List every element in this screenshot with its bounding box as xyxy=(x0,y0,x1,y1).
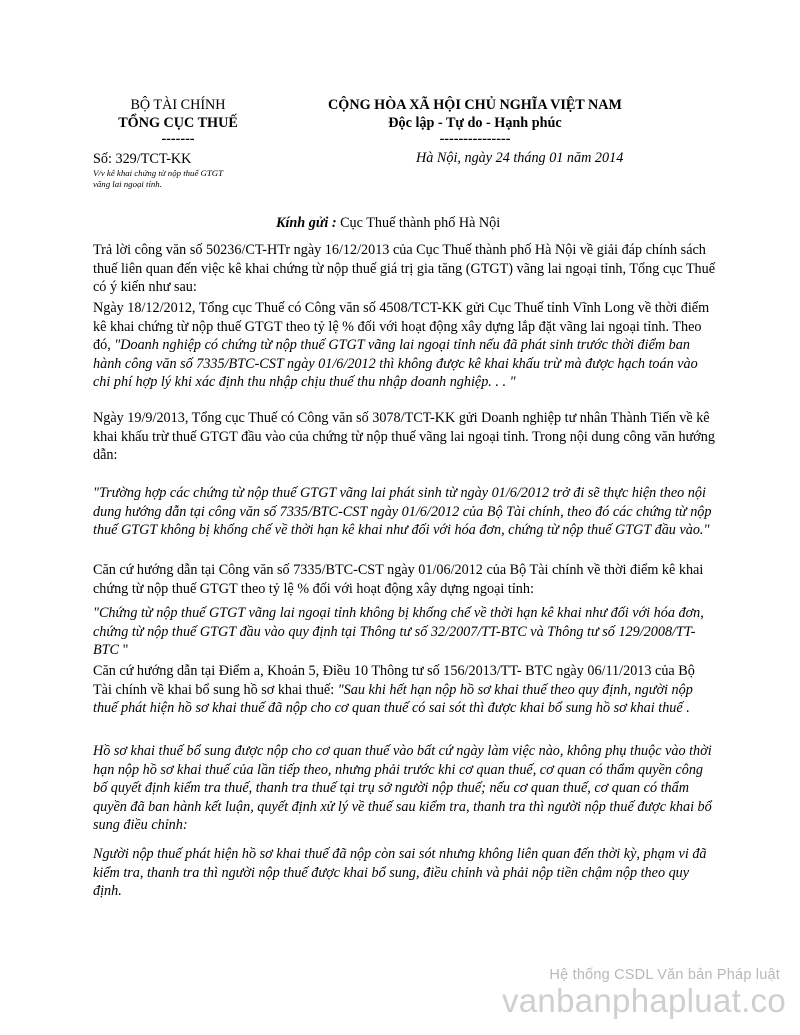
paragraph-8-quote: Hồ sơ khai thuế bổ sung được nộp cho cơ quan thuế vào bất cứ ngày làm việc nào, không phụ thuộc vào thời hạn nộp hồ sơ khai thuế của lần tiếp theo, nhưng phải trước khi cơ quan thuế, cơ quan có thẩm quyền công bố quyết định kiểm tra thuế, thanh tra thuế tại trụ sở người nộp thuế; nếu cơ quan thuế, cơ quan có thẩm quyền đã ban hành kết luận, quyết định xử lý về thuế sau kiểm tra, thanh tra thì người nộp thuế được khai bổ sung điều chỉnh: xyxy=(93,743,712,833)
paragraph-9-quote: Người nộp thuế phát hiện hồ sơ khai thuế đã nộp còn sai sót nhưng không liên quan đến thời kỳ, phạm vi đã kiểm tra, thanh tra thì người nộp thuế được khai bổ sung, điều chỉnh và phải nộp tiền chậm nộp theo quy định. xyxy=(93,846,707,899)
recipient-line xyxy=(276,215,500,232)
national-title-block xyxy=(296,96,654,146)
paragraph-6 xyxy=(93,604,715,660)
paragraph-7-quote: "Sau khi hết hạn nộp hồ sơ khai thuế theo quy định, người nộp thuế phát hiện hồ sơ khai thuế đã nộp cho cơ quan thuế có sai sót thì được khai bổ sung hồ sơ khai thuế . xyxy=(93,681,693,716)
recipient-label: Kính gửi : xyxy=(276,215,337,231)
nation-title: CỘNG HÒA XÃ HỘI CHỦ NGHĨA VIỆT NAM xyxy=(328,97,622,113)
watermark-site: vanbanphapluat.co xyxy=(501,982,786,1019)
department-name: TỔNG CỤC THUẾ xyxy=(118,115,238,131)
issuer-divider: ------- xyxy=(161,131,195,147)
paragraph-7 xyxy=(93,662,715,718)
document-number: Số: 329/TCT-KK xyxy=(93,151,192,167)
ministry-name: BỘ TÀI CHÍNH xyxy=(130,97,226,113)
paragraph-7-text: Căn cứ hướng dẫn tại Điểm a, Khoản 5, Điều 10 Thông tư số 156/2013/TT- BTC ngày 06/11/2013 của Bộ Tài chính về khai bổ sung hồ sơ khai thuế: xyxy=(93,663,695,698)
motto: Độc lập - Tự do - Hạnh phúc xyxy=(388,115,562,131)
recipient-name: Cục Thuế thành phố Hà Nội xyxy=(336,215,501,231)
paragraph-2-text: Ngày 18/12/2012, Tổng cục Thuế có Công văn số 4508/TCT-KK gửi Cục Thuế tỉnh Vĩnh Long về thời điểm kê khai chứng từ nộp thuế GTGT theo tỷ lệ % đối với hoạt động xây dựng lắp đặt vãng lai ngoại tỉnh. Theo đó, xyxy=(93,300,710,353)
issuer-block xyxy=(93,96,263,146)
paragraph-1: Trả lời công văn số 50236/CT-HTr ngày 16/12/2013 của Cục Thuế thành phố Hà Nội về giải đáp chính sách thuế liên quan đến việc kê khai chứng từ nộp thuế giá trị gia tăng (GTGT) vãng lai ngoại tỉnh, Tổng cục Thuế có ý kiến như sau: xyxy=(93,242,715,295)
motto-divider: --------------- xyxy=(439,131,511,147)
paragraph-2 xyxy=(93,299,715,392)
paragraph-6-tail: " xyxy=(119,642,129,658)
paragraph-5: Căn cứ hướng dẫn tại Công văn số 7335/BTC-CST ngày 01/06/2012 của Bộ Tài chính về thời điểm kê khai chứng từ nộp thuế GTGT theo tỷ lệ % đối với hoạt động xây dựng ngoại tỉnh: xyxy=(93,562,704,597)
place-date: Hà Nội, ngày 24 tháng 01 năm 2014 xyxy=(416,150,624,166)
watermark-caption: Hệ thống CSDL Văn bản Pháp luật xyxy=(549,967,780,983)
paragraph-2-quote: "Doanh nghiệp có chứng từ nộp thuế GTGT vãng lai ngoại tỉnh nếu đã phát sinh trước thời điểm ban hành công văn số 7335/BTC-CST ngày 01/6/2012 thì không được kê khai khấu trừ mà được hạch toán vào chi phí hợp lý khi xác định thu nhập chịu thuế thu nhập doanh nghiệp. . . " xyxy=(93,337,698,390)
paragraph-6-quote: "Chứng từ nộp thuế GTGT vãng lai ngoại tỉnh không bị khống chế về thời hạn kê khai như đối với hóa đơn, chứng từ nộp thuế GTGT đầu vào quy định tại Thông tư số 32/2007/TT-BTC và Thông tư số 129/2008/TT-BTC xyxy=(93,605,704,658)
document-subject xyxy=(93,168,223,190)
paragraph-3: Ngày 19/9/2013, Tổng cục Thuế có Công văn số 3078/TCT-KK gửi Doanh nghiệp tư nhân Thành Tiến về kê khai khấu trừ thuế GTGT đầu vào của chứng từ nộp thuế vãng lai ngoại tỉnh. Trong nội dung công văn hướng dẫn: xyxy=(93,410,715,463)
subject-line-1: V/v kê khai chứng từ nộp thuế GTGT xyxy=(93,168,224,178)
paragraph-4-quote: "Trường hợp các chứng từ nộp thuế GTGT vãng lai phát sinh từ ngày 01/6/2012 trở đi sẽ thực hiện theo nội dung hướng dẫn tại công văn số 7335/BTC-CST ngày 01/6/2012 của Bộ Tài chính, theo đó các chứng từ nộp thuế GTGT không bị khống chế về thời hạn kê khai như đối với hóa đơn, chứng từ nộp thuế GTGT đầu vào." xyxy=(93,485,712,538)
subject-line-2: vãng lai ngoại tỉnh. xyxy=(93,179,162,189)
